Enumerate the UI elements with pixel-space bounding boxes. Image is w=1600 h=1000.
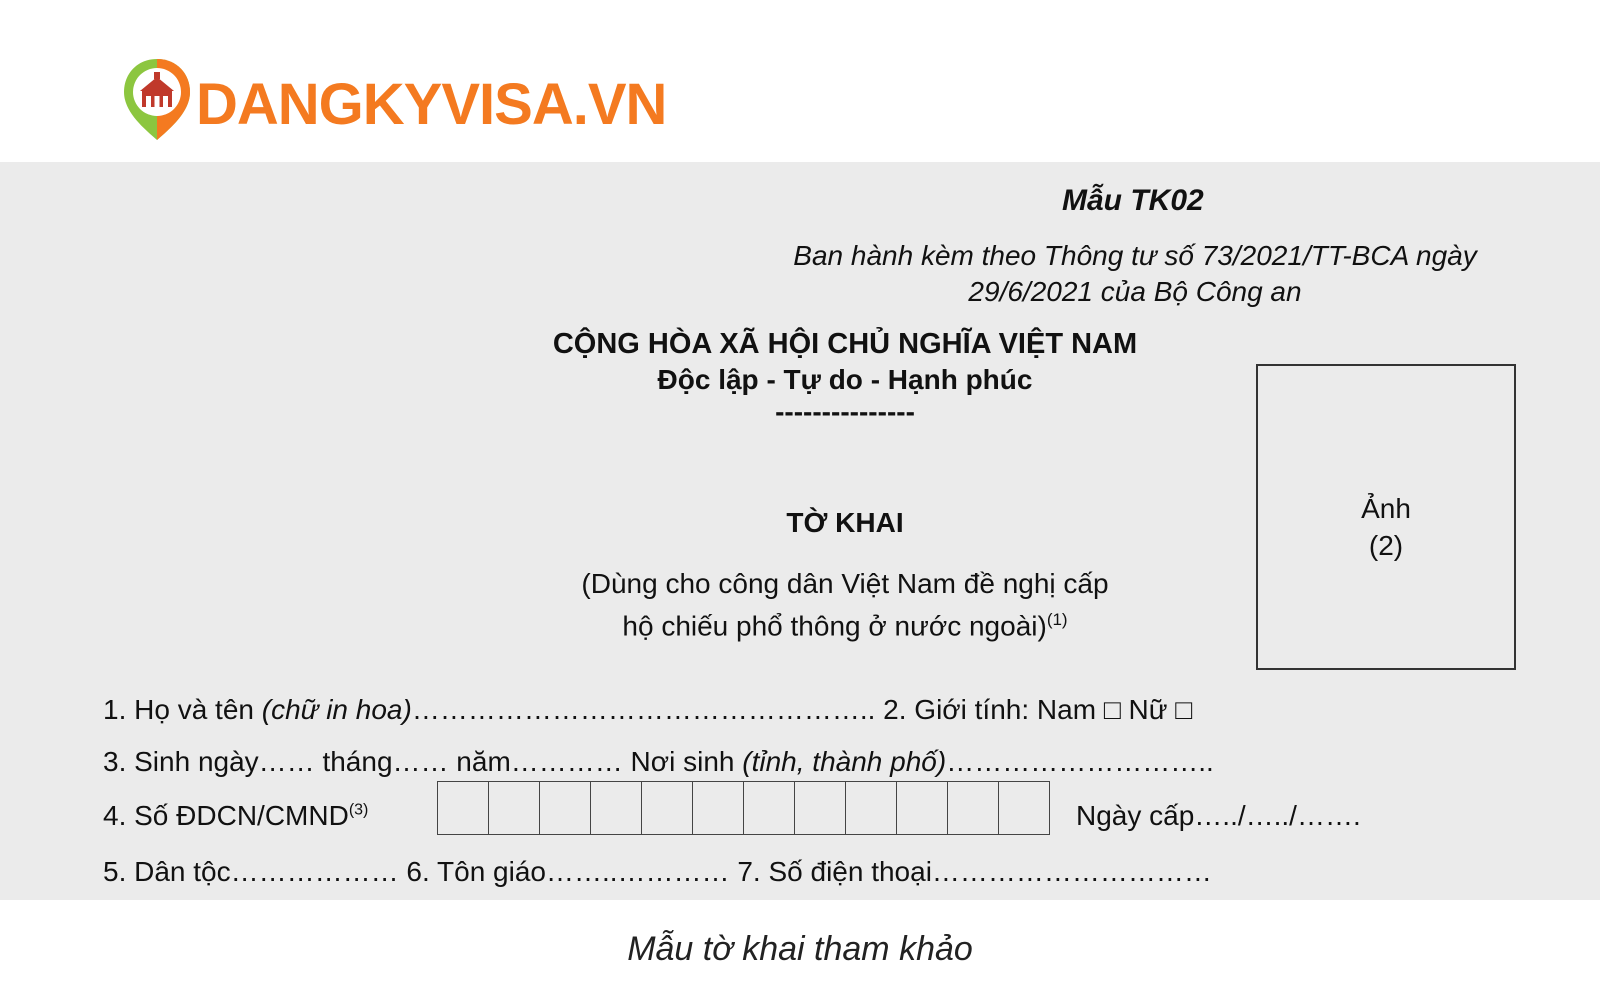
- form-title: TỜ KHAI: [786, 507, 904, 538]
- form-subtitle: [430, 566, 1260, 644]
- female-checkbox[interactable]: □: [1175, 694, 1193, 725]
- id-digit-box[interactable]: [591, 782, 642, 834]
- id-digit-box[interactable]: [948, 782, 999, 834]
- heading-separator: ---------------: [775, 396, 915, 427]
- field-row-name-gender: [103, 694, 1192, 726]
- id-number-label: [103, 800, 368, 832]
- form-document: [0, 162, 1600, 900]
- id-number-footnote: (3): [348, 801, 369, 819]
- photo-box: [1256, 364, 1516, 670]
- image-caption: Mẫu tờ khai tham khảo: [627, 930, 973, 968]
- id-digit-box[interactable]: [489, 782, 540, 834]
- subtitle-footnote: (1): [1046, 610, 1068, 629]
- id-digit-box[interactable]: [642, 782, 693, 834]
- id-number-boxes[interactable]: [437, 781, 1050, 835]
- full-name-hint: (chữ in hoa): [261, 694, 412, 725]
- brand-logo-text: DANGKYVISA.VN: [196, 72, 667, 137]
- id-digit-box[interactable]: [540, 782, 591, 834]
- id-digit-box[interactable]: [693, 782, 744, 834]
- id-digit-box[interactable]: [795, 782, 846, 834]
- issue-date-field[interactable]: Ngày cấp…../…../…….: [1076, 800, 1361, 831]
- subtitle-line-1: (Dùng cho công dân Việt Nam đề nghị cấp: [581, 568, 1109, 599]
- birth-date-label[interactable]: 3. Sinh ngày…… tháng…… năm………… Nơi sinh: [103, 746, 743, 777]
- id-digit-box[interactable]: [438, 782, 489, 834]
- field-row-ethnicity-religion-phone[interactable]: 5. Dân tộc……………… 6. Tôn giáo……..………… 7. Số điện thoại…………………………: [103, 856, 1212, 887]
- photo-footnote: (2): [1368, 530, 1404, 561]
- full-name-label: 1. Họ và tên: [103, 694, 262, 725]
- birth-place-blank[interactable]: ………………………..: [946, 746, 1214, 777]
- birth-place-hint: (tỉnh, thành phố): [742, 746, 947, 777]
- photo-text: Ảnh: [1361, 493, 1411, 524]
- id-digit-box[interactable]: [744, 782, 795, 834]
- id-digit-box[interactable]: [897, 782, 948, 834]
- issued-note: Ban hành kèm theo Thông tư số 73/2021/TT-BCA ngày 29/6/2021 của Bộ Công an: [793, 240, 1477, 307]
- full-name-blank[interactable]: …………………………………………..: [411, 694, 884, 725]
- gender-label: 2. Giới tính: Nam: [883, 694, 1104, 725]
- form-code: Mẫu TK02: [1062, 184, 1204, 217]
- site-header: [0, 0, 1600, 162]
- photo-label: [1258, 490, 1514, 564]
- male-checkbox[interactable]: □: [1103, 694, 1121, 725]
- nation-heading: CỘNG HÒA XÃ HỘI CHỦ NGHĨA VIỆT NAM: [552, 328, 1138, 360]
- id-number-text: 4. Số ĐDCN/CMND: [103, 800, 349, 831]
- id-digit-box[interactable]: [999, 782, 1050, 834]
- female-label: Nữ: [1120, 694, 1176, 725]
- id-digit-box[interactable]: [846, 782, 897, 834]
- field-row-birth: [103, 746, 1214, 778]
- map-pin-landmark-icon: [120, 55, 194, 143]
- subtitle-line-2: hộ chiếu phổ thông ở nước ngoài): [622, 610, 1047, 642]
- national-motto: Độc lập - Tự do - Hạnh phúc: [657, 364, 1033, 395]
